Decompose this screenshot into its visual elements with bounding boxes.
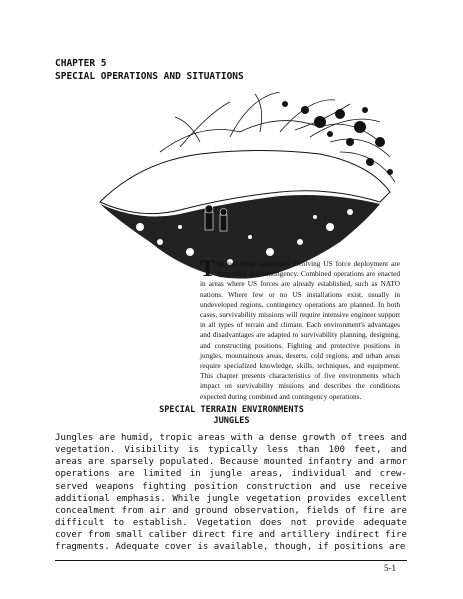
- section-subheading: JUNGLES: [213, 416, 250, 426]
- intro-text: he two basic operations involving US force deployment are combined and contingency. Combined operations are enacted in areas where US forces are already established, such as NATO nations. Where few or no US installations exist, usually in undeveloped regions, contingency operations are planned. In both cases, survivability missions will require intensive engineer support in all types of terrain and climate. Each environment's advantages and disadvantages are adapted to survivability planning, designing, and constructing positions. Fighting and protective positions in jungles, mountainous areas, deserts, cold regions, and urban areas require specialized knowledge, skills, techniques, and equipment. This chapter presents characteristics of five environments which impact on survivability missions and describes the conditions expected during combined and contingency operations.: [200, 259, 400, 401]
- section-heading: SPECIAL TERRAIN ENVIRONMENTS: [159, 405, 304, 415]
- drop-cap: T: [200, 256, 216, 281]
- page-number: 5-1: [384, 563, 396, 573]
- chapter-heading: [55, 57, 244, 83]
- body-paragraph: Jungles are humid, tropic areas with a dense growth of trees and vegetation. Visibility is typically less than 100 feet, and areas are sparsely populated. Because mounted infantry and armor operations are limited in jungle areas, individual and crew-served weapons fighting position construction and use receive additional emphasis. While jungle vegetation provides excellent concealment from air and ground observation, fields of fire are difficult to establish. Vegetation does not provide adequate cover from small caliber direct fire and artillery indirect fire fragments. Adequate cover is available, though, if positions are: [55, 433, 407, 553]
- footer-rule: [55, 560, 407, 561]
- intro-paragraph: [200, 256, 400, 402]
- chapter-number: CHAPTER 5: [55, 58, 107, 69]
- chapter-title: SPECIAL OPERATIONS AND SITUATIONS: [55, 71, 244, 82]
